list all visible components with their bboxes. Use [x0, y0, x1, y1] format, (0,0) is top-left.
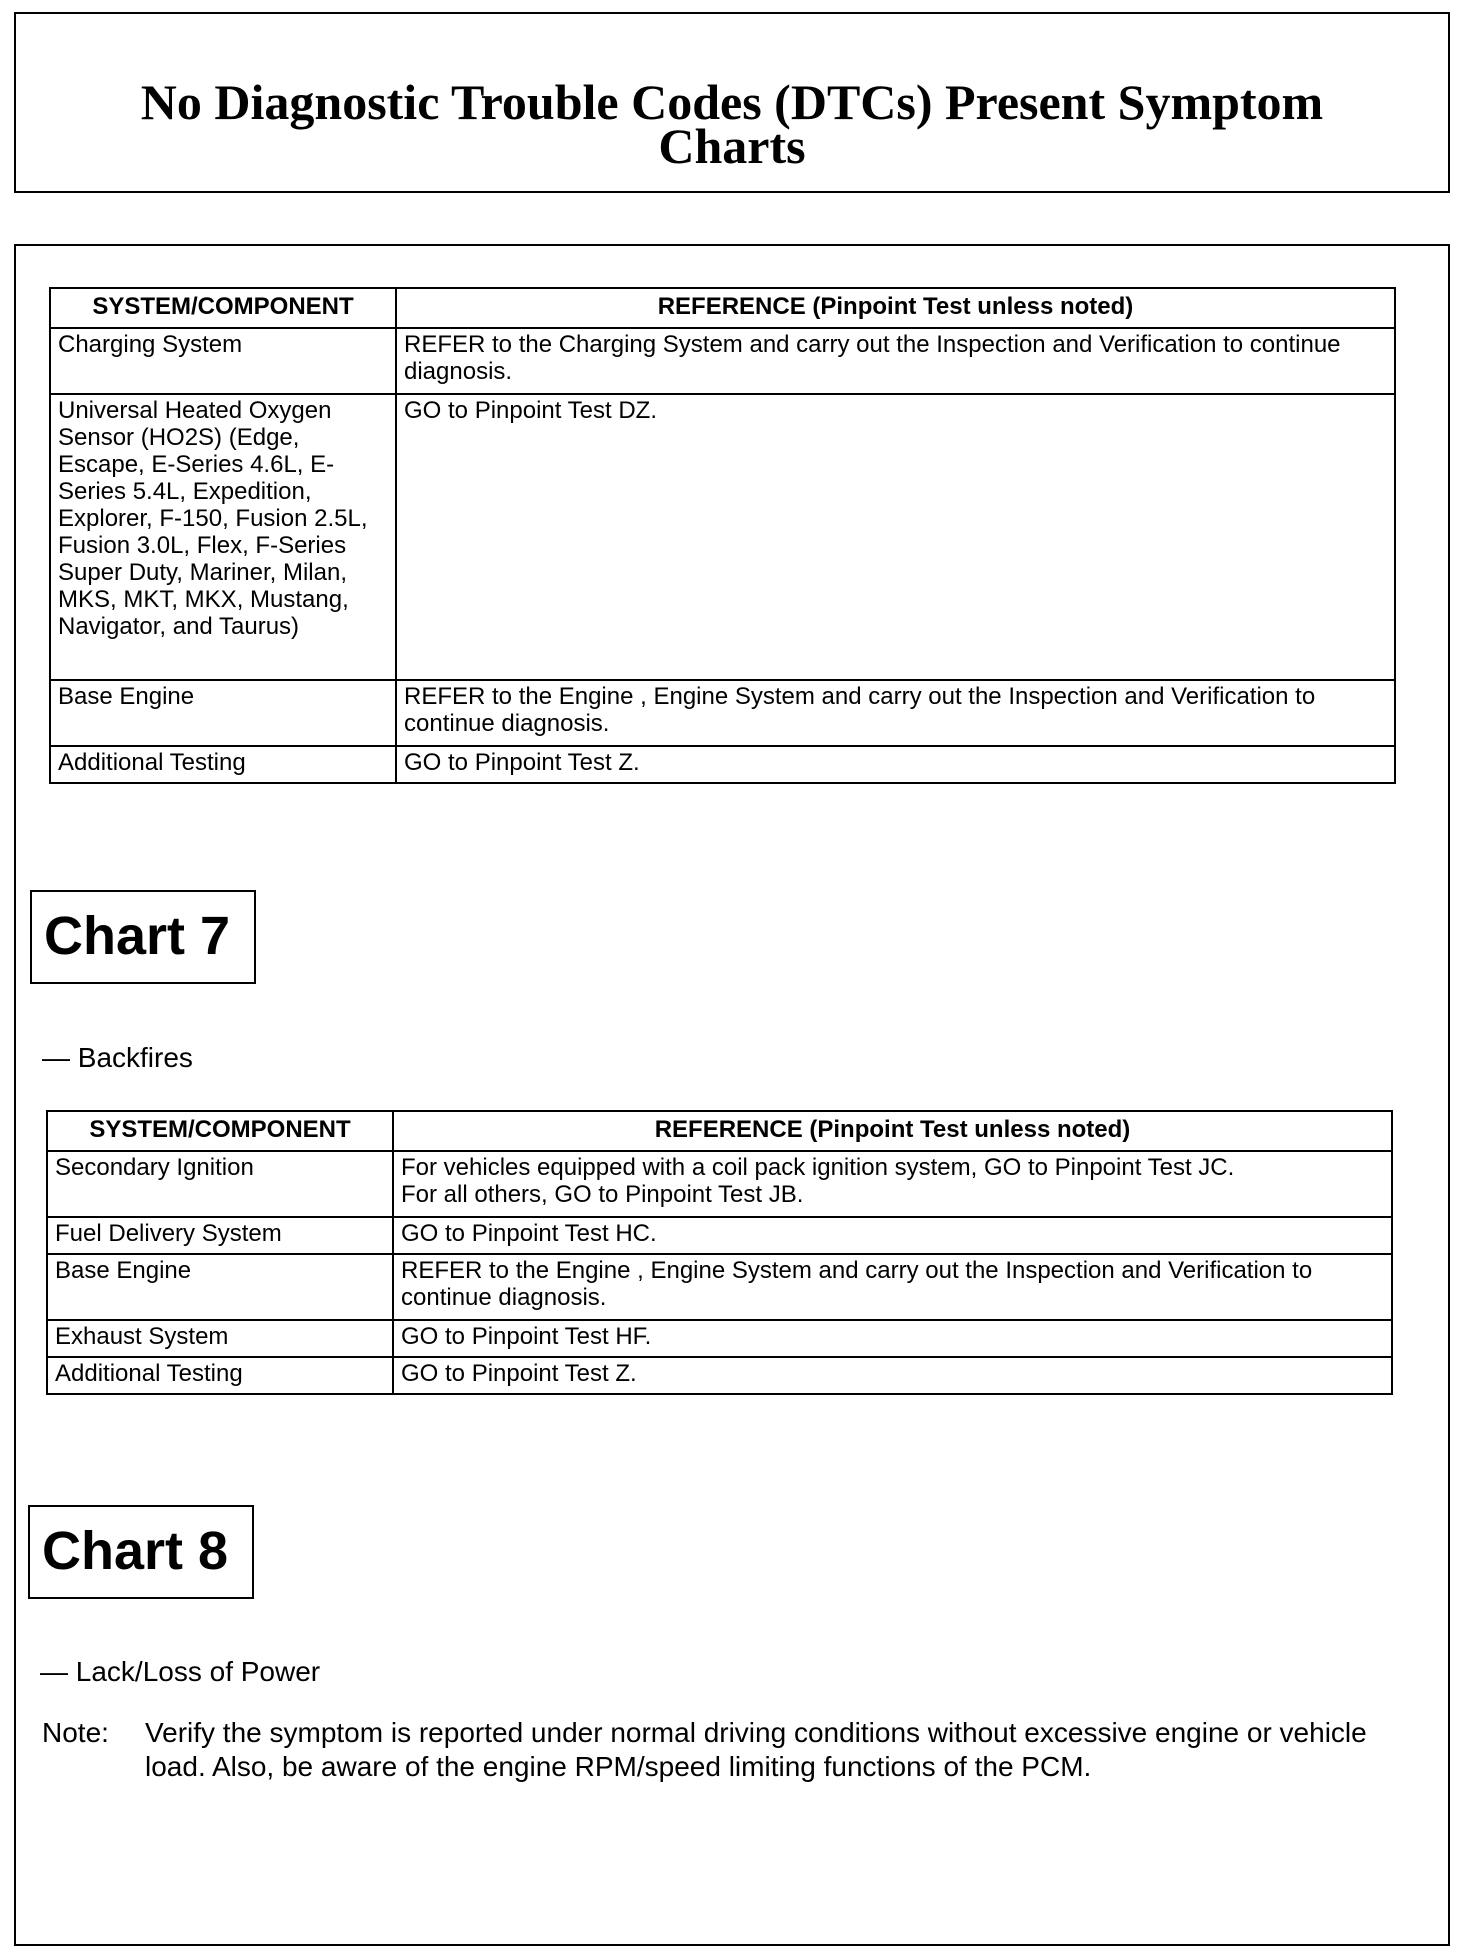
table-row [47, 1254, 1392, 1320]
reference-cell: GO to Pinpoint Test Z. [393, 1357, 1392, 1394]
component-cell: Exhaust System [47, 1320, 393, 1357]
symptom-table-2 [46, 1110, 1393, 1395]
component-cell: Additional Testing [50, 746, 396, 783]
component-cell: Secondary Ignition [47, 1151, 393, 1217]
reference-cell: REFER to the Engine , Engine System and carry out the Inspection and Verification to continue diagnosis. [393, 1254, 1392, 1320]
column-header-component: SYSTEM/COMPONENT [50, 288, 396, 328]
reference-cell: GO to Pinpoint Test HC. [393, 1217, 1392, 1254]
reference-cell: GO to Pinpoint Test Z. [396, 746, 1395, 783]
component-cell: Universal Heated Oxygen Sensor (HO2S) (Edge, Escape, E-Series 4.6L, E-Series 5.4L, Expedition, Explorer, F-150, Fusion 2.5L, Fusion 3.0L, Flex, F-Series Super Duty, Mariner, Milan, MKS, MKT, MKX, Mustang, Navigator, and Taurus) [50, 394, 396, 680]
table-header-row [47, 1111, 1392, 1151]
note-text: Verify the symptom is reported under normal driving conditions without excessive engine or vehicle load. Also, be aware of the engine RPM/speed limiting functions of the PCM. [145, 1717, 1367, 1782]
reference-line: For all others, GO to Pinpoint Test JB. [401, 1181, 804, 1208]
table-row [50, 746, 1395, 783]
table-row [47, 1217, 1392, 1254]
table-row [47, 1151, 1392, 1217]
component-cell: Base Engine [50, 680, 396, 746]
component-cell: Base Engine [47, 1254, 393, 1320]
chart-7-symptom: — Backfires [42, 1042, 193, 1073]
table-header-row [50, 288, 1395, 328]
table-row [50, 394, 1395, 680]
chart-8-symptom: — Lack/Loss of Power [40, 1656, 321, 1687]
page-title-line1: No Diagnostic Trouble Codes (DTCs) Present Symptom [140, 74, 1324, 130]
page-title [14, 12, 1450, 193]
component-cell: Charging System [50, 328, 396, 394]
page-title-line2: Charts [658, 118, 806, 174]
reference-cell: REFER to the Charging System and carry out the Inspection and Verification to continue diagnosis. [396, 328, 1395, 394]
chart-8-heading: Chart 8 [28, 1505, 254, 1599]
note [42, 1716, 1422, 1784]
reference-cell: REFER to the Engine , Engine System and carry out the Inspection and Verification to continue diagnosis. [396, 680, 1395, 746]
reference-cell [393, 1151, 1392, 1217]
reference-cell: GO to Pinpoint Test HF. [393, 1320, 1392, 1357]
table-row [50, 328, 1395, 394]
component-cell: Additional Testing [47, 1357, 393, 1394]
column-header-reference: REFERENCE (Pinpoint Test unless noted) [393, 1111, 1392, 1151]
reference-cell: GO to Pinpoint Test DZ. [396, 394, 1395, 680]
table-row [50, 680, 1395, 746]
table-row [47, 1320, 1392, 1357]
column-header-component: SYSTEM/COMPONENT [47, 1111, 393, 1151]
reference-line: For vehicles equipped with a coil pack ignition system, GO to Pinpoint Test JC. [401, 1154, 1235, 1181]
column-header-reference: REFERENCE (Pinpoint Test unless noted) [396, 288, 1395, 328]
chart-7-heading: Chart 7 [30, 890, 256, 984]
table-row [47, 1357, 1392, 1394]
symptom-table-1 [49, 287, 1396, 784]
component-cell: Fuel Delivery System [47, 1217, 393, 1254]
note-label: Note: [42, 1717, 109, 1748]
